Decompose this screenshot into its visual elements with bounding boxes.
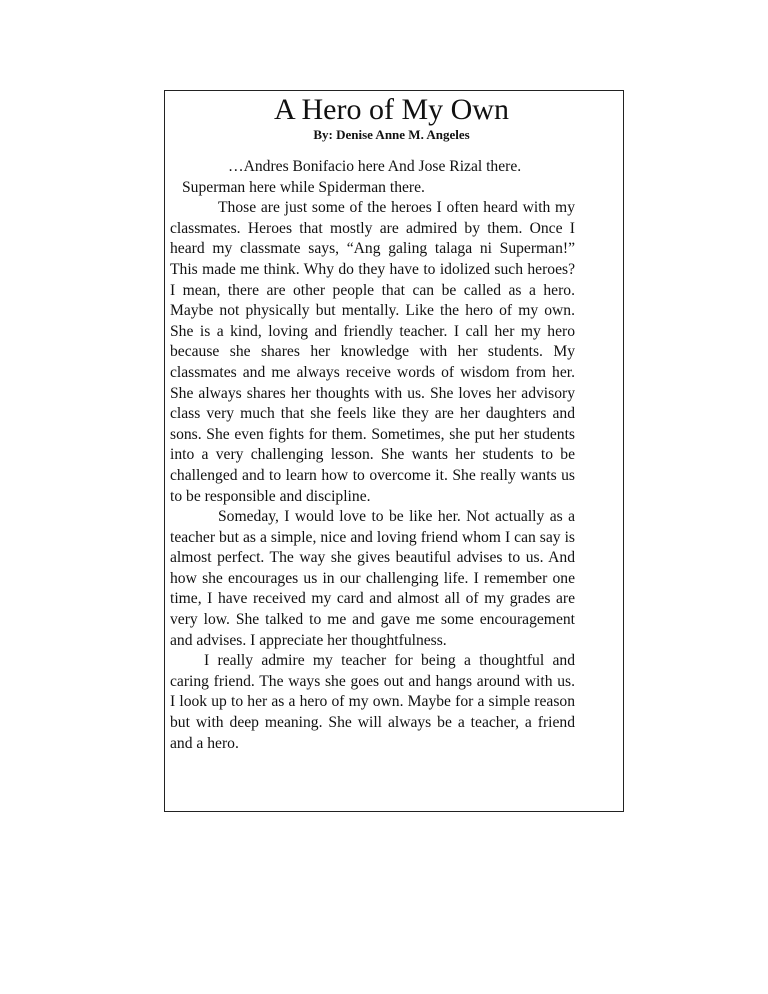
document-title: A Hero of My Own — [274, 93, 509, 126]
paragraph-heroes: Those are just some of the heroes I often heard with my classmates. Heroes that mostly are admired by them. Once I heard my classmate says, “Ang galing talaga ni Superman!” This made me think. Why do they have to idolized such heroes? I mean, there are other people that can be called as a hero. Maybe not physically but mentally. Like the hero of my own. She is a kind, loving and friendly teacher. I call her my hero because she shares her knowledge with her students. My classmates and me always receive words of wisdom from her. She always shares her thoughts with us. She loves her advisory class very much that she feels like they are her daughters and sons. She even fights for them. Sometimes, she put her students into a very challenging lesson. She wants her students to be challenged and to learn how to overcome it. She really wants us to be responsible and discipline. — [170, 199, 575, 505]
document-body — [170, 157, 575, 754]
document-byline: By: Denise Anne M. Angeles — [313, 127, 470, 142]
document-frame — [164, 90, 624, 812]
paragraph-opening-line-1: …Andres Bonifacio here And Jose Rizal there. — [228, 158, 522, 175]
paragraph-someday: Someday, I would love to be like her. Not actually as a teacher but as a simple, nice and loving friend whom I can say is almost perfect. The way she gives beautiful advises to us. And how she encourages us in our challenging life. I remember one time, I have received my card and almost all of my grades are very low. She talked to me and gave me some encouragement and advises. I appreciate her thoughtfulness. — [170, 508, 575, 649]
paragraph-opening-line-2: Superman here while Spiderman there. — [182, 178, 425, 196]
paragraph-admire: I really admire my teacher for being a thoughtful and caring friend. The ways she goes out and hangs around with us. I look up to her as a hero of my own. Maybe for a simple reason but with deep meaning. She will always be a teacher, a friend and a hero. — [170, 652, 575, 752]
